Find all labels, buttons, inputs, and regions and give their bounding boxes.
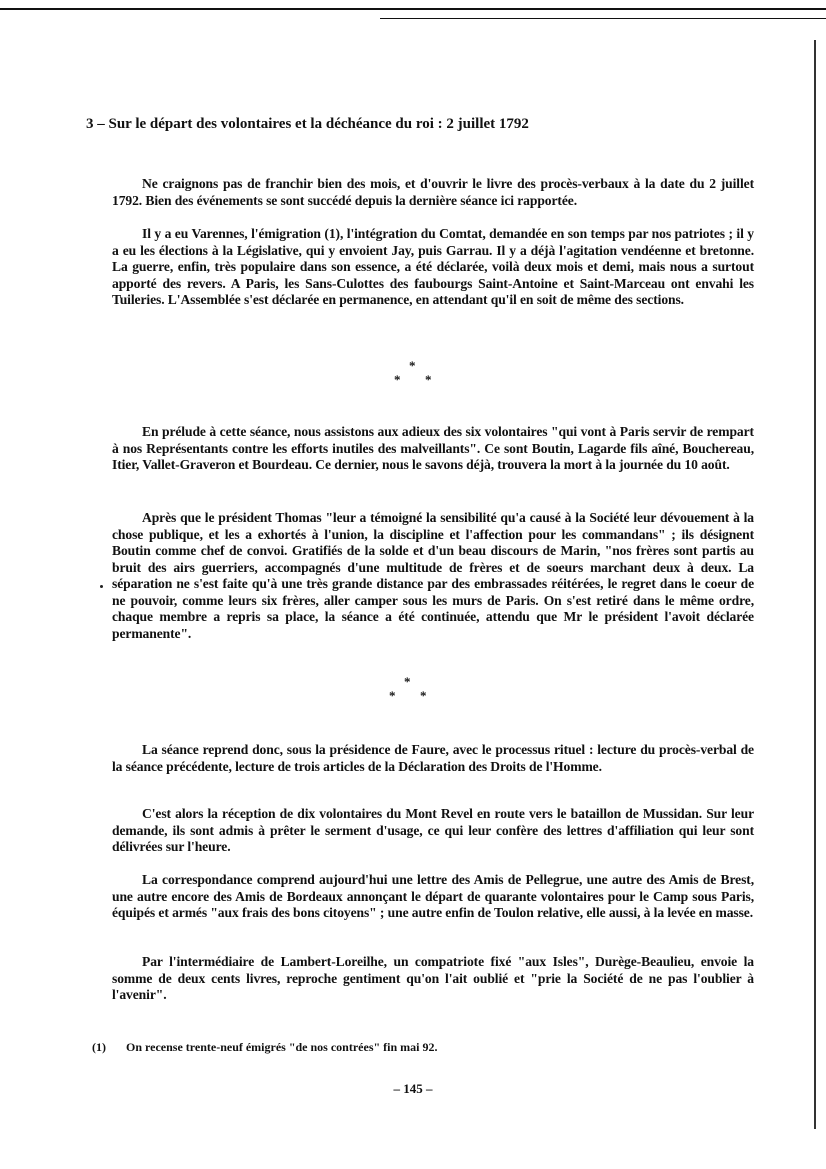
separator-star: * xyxy=(409,358,416,373)
paragraph-2 xyxy=(112,226,754,309)
paragraph-text: La séance reprend donc, sous la présidence de Faure, avec le processus rituel : lecture du procès-verbal de la séance précédente, lecture de trois articles de la Déclaration des Droits de l'Homme. xyxy=(112,742,754,774)
separator-star: * xyxy=(389,688,396,703)
footnote-text: On recense trente-neuf émigrés "de nos contrées" fin mai 92. xyxy=(126,1040,438,1054)
paragraph-text: La correspondance comprend aujourd'hui une lettre des Amis de Pellegrue, une autre des Amis de Brest, une autre encore des Amis de Bordeaux annonçant le départ de quarante volontaires pour le Camp sous Paris, équipés et armés "aux frais des bons citoyens" ; une autre enfin de Toulon relative, elle aussi, à la levée en masse. xyxy=(112,872,754,920)
separator-star: * xyxy=(394,372,401,387)
paragraph-5 xyxy=(112,742,754,775)
separator-star: * xyxy=(425,372,432,387)
paragraph-text: Par l'intermédiaire de Lambert-Loreilhe, un compatriote fixé "aux Isles", Durège-Beaulieu, envoie la somme de deux cents livres, reproche gentiment qu'on l'ait oublié et "prie la Société de ne pas l'oublier à l'avenir". xyxy=(112,954,754,1002)
paragraph-text: Après que le président Thomas "leur a témoigné la sensibilité qu'a causé à la Société leur dévouement à la chose publique, et les a exhortés à l'union, la discipline et l'affection pour les commandans" ; ils désignent Boutin comme chef de convoi. Gratifiés de la solde et d'un beau discours de Marin, "nos frères sont partis au bruit des airs guerriers, accompagnés d'une multitude de frères et de soeurs marchant deux à deux. La séparation ne s'est faite qu'à une très grande distance par des embrassades réitérées, le regret dans le coeur de ne pouvoir, comme leurs six frères, aller camper sous les murs de Paris. On s'est retiré dans le même ordre, chaque membre a repris sa place, la séance a été continuée, attendu que Mr le président l'avoit déclarée permanente". xyxy=(112,510,754,641)
margin-dot xyxy=(100,585,103,588)
paragraph-8 xyxy=(112,954,754,1004)
top-rule-secondary xyxy=(380,18,826,19)
section-separator xyxy=(383,674,443,704)
paragraph-text: En prélude à cette séance, nous assistons aux adieux des six volontaires "qui vont à Paris servir de rempart à nos Représentants contre les efforts inutiles des malveillants". Ce sont Boutin, Lagarde fils aîné, Bouchereau, Itier, Vallet-Graveron et Bourdeau. Ce dernier, nous le savons déjà, trouvera la mort à la journée du 10 août. xyxy=(112,424,754,472)
paragraph-text: Il y a eu Varennes, l'émigration (1), l'intégration du Comtat, demandée en son temps par nos patriotes ; il y a eu les élections à la Législative, qui y envoient Jay, puis Garrau. Il y a déjà l'agitation vendéenne et bretonne. La guerre, enfin, très populaire dans son essence, a été déclarée, voilà deux mois et demi, mais nous a surtout apporté des revers. A Paris, les Sans-Culottes des faubourgs Saint-Antoine et Saint-Marceau ont envahi les Tuileries. L'Assemblée s'est déclarée en permanence, en attendant qu'il en soit de même des sections. xyxy=(112,226,754,307)
page-number: – 145 – xyxy=(393,1081,433,1096)
paragraph-1 xyxy=(112,176,754,209)
separator-star: * xyxy=(420,688,427,703)
paragraph-text: Ne craignons pas de franchir bien des mois, et d'ouvrir le livre des procès-verbaux à la date du 2 juillet 1792. Bien des événements se sont succédé depuis la dernière séance ici rapportée. xyxy=(112,176,754,208)
paragraph-text: C'est alors la réception de dix volontaires du Mont Revel en route vers le bataillon de Mussidan. Sur leur demande, ils sont admis à prêter le serment d'usage, ce qui leur confère des lettres d'affiliation qui leur sont délivrées sur l'heure. xyxy=(112,806,754,854)
paragraph-4 xyxy=(112,510,754,642)
page-edge xyxy=(814,40,816,1129)
paragraph-6 xyxy=(112,806,754,856)
footnote-number: (1) xyxy=(92,1040,106,1054)
paragraph-3 xyxy=(112,424,754,474)
top-rule xyxy=(0,8,826,10)
footnote xyxy=(92,1040,752,1055)
paragraph-7 xyxy=(112,872,754,922)
section-heading: 3 – Sur le départ des volontaires et la déchéance du roi : 2 juillet 1792 xyxy=(86,116,529,132)
section-separator xyxy=(388,358,448,388)
separator-star: * xyxy=(404,674,411,689)
